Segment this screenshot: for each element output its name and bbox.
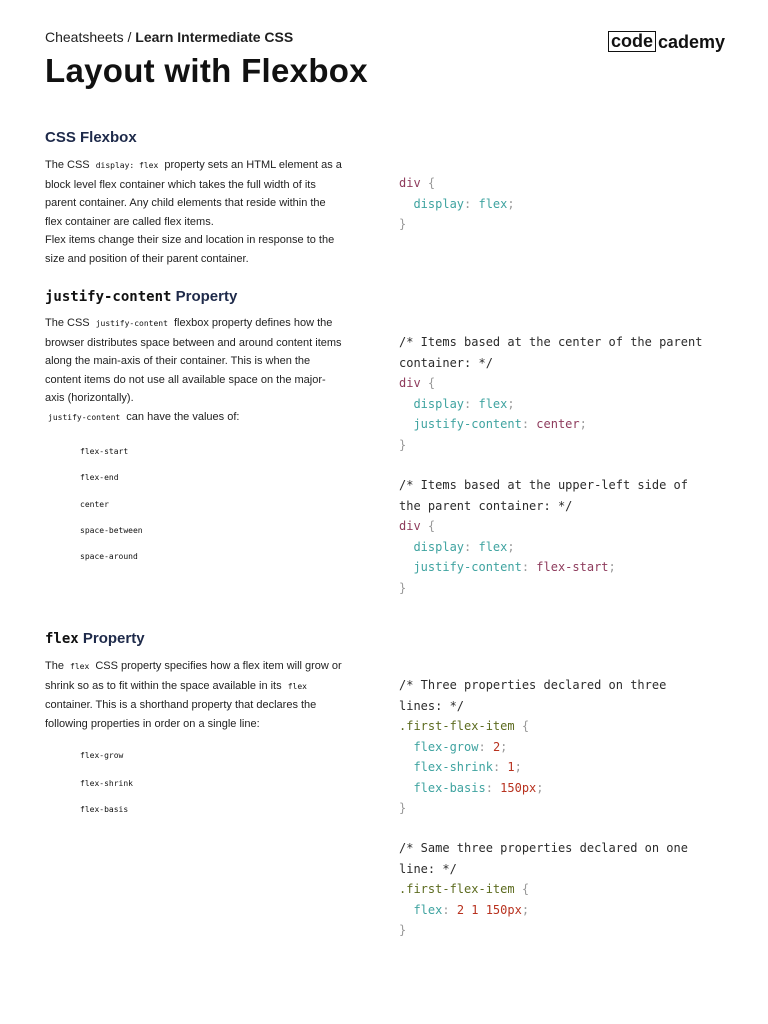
section-paragraph-flex [45, 657, 345, 733]
text: container. This is a shorthand property that declares the following properties in order on a single line: [45, 699, 317, 730]
code-brace: { [514, 719, 530, 733]
code-property: justify-content [413, 417, 522, 431]
text: can have the values of: [123, 410, 240, 423]
code-colon: : [464, 196, 479, 211]
code-block-display-flex [399, 173, 729, 235]
code-selector: div [399, 376, 421, 390]
code-number: 1 [507, 760, 515, 774]
code-colon: : [442, 902, 457, 917]
code-brace: } [399, 801, 407, 815]
breadcrumb-separator: / [123, 29, 136, 45]
code-colon: : [464, 539, 479, 554]
text: The [45, 660, 68, 672]
code-block-justify-flex-start [399, 475, 729, 598]
code-comment: container: */ [399, 355, 493, 370]
code-semicolon: ; [507, 539, 515, 554]
code-property: display [413, 539, 465, 554]
code-semicolon: ; [521, 902, 530, 917]
inline-code: justify-content [95, 319, 168, 328]
code-semicolon: ; [608, 560, 616, 574]
list-item: flex-grow [80, 751, 124, 760]
code-number: 2 1 150px [456, 902, 522, 917]
code-semicolon: ; [507, 196, 515, 211]
code-value: center [536, 417, 580, 431]
code-colon: : [492, 760, 508, 774]
text: Flex items change their size and location in response to the size and position of their parent container. [45, 234, 335, 265]
code-property: flex-grow [413, 739, 479, 754]
code-colon: : [521, 417, 537, 431]
code-comment: lines: */ [399, 698, 465, 713]
code-block-flex-shorthand [399, 838, 729, 941]
list-item: center [80, 500, 109, 509]
section-heading-css-flexbox: CSS Flexbox [45, 129, 137, 146]
list-item: flex-shrink [80, 779, 133, 788]
heading-code: flex [45, 631, 79, 647]
inline-code: display: flex [95, 161, 159, 170]
code-brace: } [399, 217, 407, 231]
breadcrumb-parent-link[interactable]: Cheatsheets [45, 29, 124, 45]
section-paragraph-justify [45, 314, 345, 427]
list-item: space-between [80, 526, 143, 535]
breadcrumb [45, 29, 293, 45]
breadcrumb-current[interactable]: Learn Intermediate CSS [135, 29, 294, 45]
text: property sets an HTML element as a block level flex container which takes the full width of its parent container. Any child elements that reside within the flex container are called flex items. [45, 159, 342, 228]
code-number: 150px [500, 780, 537, 795]
code-colon: : [521, 560, 537, 574]
code-value: flex [478, 196, 508, 211]
code-brace: } [399, 580, 407, 595]
text: flexbox property defines how the browser distributes space between and around content items along the main-axis of their container. This is when the content items do not use all available space on the major-axis (horizontally). [45, 317, 342, 404]
inline-code: justify-content [48, 412, 121, 422]
code-comment: /* Three properties declared on three [399, 678, 667, 692]
code-number: 2 [492, 739, 501, 754]
list-item: flex-end [80, 473, 119, 482]
text: The CSS [45, 317, 93, 329]
code-selector: div [399, 519, 421, 533]
page-title: Layout with Flexbox [45, 52, 368, 89]
code-brace: } [399, 923, 407, 937]
code-block-flex-three-lines [399, 675, 729, 819]
code-semicolon: ; [579, 417, 587, 431]
inline-code: flex [287, 681, 307, 691]
inline-code: flex [70, 662, 90, 671]
codecademy-logo[interactable] [608, 31, 725, 53]
code-brace: { [420, 376, 436, 390]
heading-text: Property [78, 630, 145, 647]
code-property: flex-shrink [413, 760, 493, 774]
code-class-selector: .first-flex-item [399, 882, 515, 896]
heading-text: Property [171, 288, 238, 305]
code-property: flex-basis [413, 780, 486, 795]
code-value: flex-start [536, 560, 609, 574]
section-paragraph-flexbox [45, 156, 345, 268]
code-brace: { [420, 519, 436, 533]
code-semicolon: ; [500, 739, 508, 754]
code-comment: the parent container: */ [399, 498, 573, 513]
code-brace: } [399, 437, 407, 452]
code-semicolon: ; [514, 760, 522, 774]
list-item: flex-basis [80, 805, 129, 814]
code-brace: { [514, 882, 530, 896]
code-brace: { [420, 176, 436, 190]
code-value: flex [478, 539, 508, 554]
code-property: display [413, 396, 465, 411]
logo-box-text: code [608, 31, 656, 52]
text: CSS property specifies how a flex item will grow or shrink so as to fit within the space available in its [45, 660, 342, 692]
list-item: space-around [80, 552, 138, 561]
heading-code: justify-content [45, 289, 172, 305]
code-selector: div [399, 176, 421, 190]
code-property: justify-content [413, 560, 522, 574]
section-heading-justify-content [45, 288, 237, 305]
code-value: flex [478, 396, 508, 411]
code-colon: : [478, 739, 493, 754]
text: The CSS [45, 159, 93, 171]
code-colon: : [485, 780, 501, 795]
code-class-selector: .first-flex-item [399, 719, 515, 733]
code-semicolon: ; [536, 780, 544, 795]
section-heading-flex [45, 630, 145, 647]
logo-rest-text: cademy [658, 32, 726, 52]
code-comment: /* Items based at the upper-left side of [399, 478, 688, 492]
code-comment: /* Same three properties declared on one [399, 841, 688, 855]
code-block-justify-center [399, 332, 729, 455]
code-comment: line: */ [399, 861, 457, 876]
code-property: flex [413, 902, 443, 917]
code-semicolon: ; [507, 396, 515, 411]
code-comment: /* Items based at the center of the parent [399, 335, 703, 349]
list-item: flex-start [80, 447, 129, 456]
code-property: display [413, 196, 465, 211]
code-colon: : [464, 396, 479, 411]
